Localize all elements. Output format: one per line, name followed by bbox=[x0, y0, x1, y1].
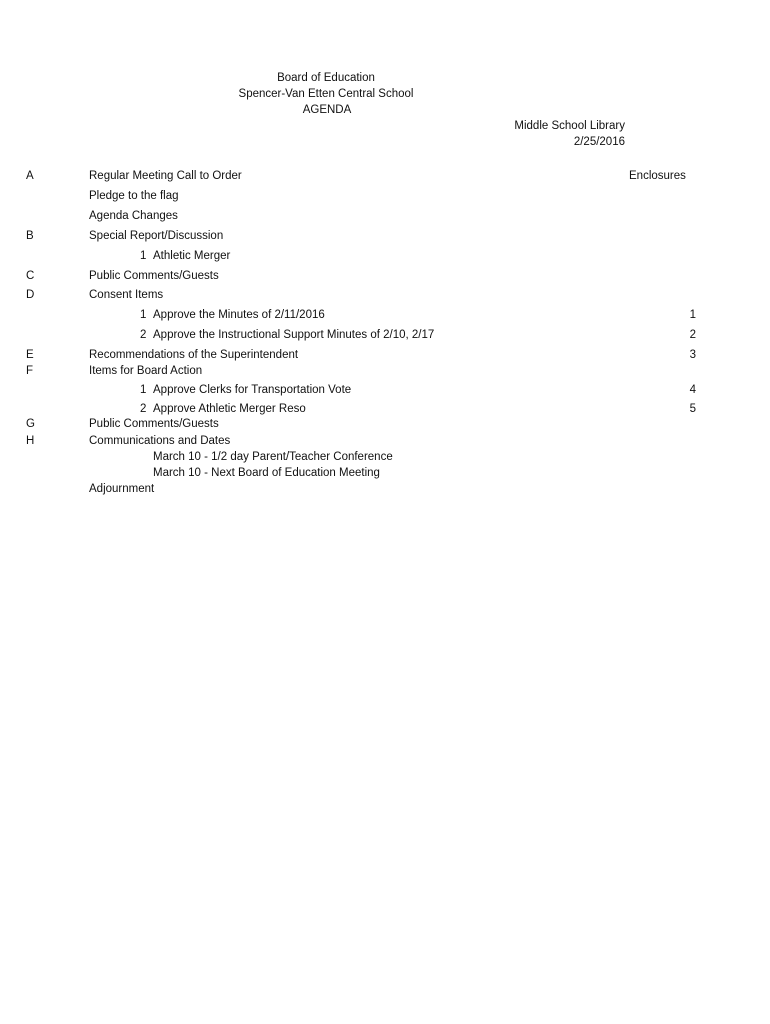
school-name: Spencer-Van Etten Central School bbox=[238, 88, 414, 100]
sub-item: Approve Athletic Merger Reso bbox=[153, 403, 306, 415]
sub-item-number: 1 bbox=[140, 250, 147, 262]
agenda-item: Items for Board Action bbox=[89, 365, 203, 377]
enclosure-number: 5 bbox=[689, 403, 696, 415]
meeting-location: Middle School Library bbox=[514, 120, 625, 132]
board-title: Board of Education bbox=[277, 72, 375, 84]
section-letter: D bbox=[26, 289, 35, 301]
adjournment: Adjournment bbox=[89, 483, 155, 495]
date-item: March 10 - Next Board of Education Meeting bbox=[153, 467, 380, 479]
sub-item-number: 1 bbox=[140, 309, 147, 321]
section-letter: B bbox=[26, 230, 34, 242]
agenda-item: Public Comments/Guests bbox=[89, 270, 219, 282]
agenda-item: Pledge to the flag bbox=[89, 190, 179, 202]
enclosure-number: 4 bbox=[689, 384, 696, 396]
enclosures-header: Enclosures bbox=[629, 170, 686, 182]
section-letter: H bbox=[26, 435, 35, 447]
enclosure-number: 3 bbox=[689, 349, 696, 361]
sub-item: Approve the Instructional Support Minutes of 2/10, 2/17 bbox=[153, 329, 435, 341]
agenda-item: Agenda Changes bbox=[89, 210, 178, 222]
section-letter: G bbox=[26, 418, 35, 430]
section-letter: A bbox=[26, 170, 34, 182]
agenda-item: Communications and Dates bbox=[89, 435, 231, 447]
sub-item: Approve Clerks for Transportation Vote bbox=[153, 384, 352, 396]
agenda-item: Recommendations of the Superintendent bbox=[89, 349, 299, 361]
sub-item-number: 1 bbox=[140, 384, 147, 396]
section-letter: E bbox=[26, 349, 34, 361]
section-letter: C bbox=[26, 270, 35, 282]
sub-item-number: 2 bbox=[140, 403, 147, 415]
date-item: March 10 - 1/2 day Parent/Teacher Conference bbox=[153, 451, 393, 463]
sub-item: Athletic Merger bbox=[153, 250, 231, 262]
section-letter: F bbox=[26, 365, 34, 377]
sub-item: Approve the Minutes of 2/11/2016 bbox=[153, 309, 325, 321]
document-type: AGENDA bbox=[302, 104, 352, 116]
meeting-date: 2/25/2016 bbox=[573, 136, 625, 148]
sub-item-number: 2 bbox=[140, 329, 147, 341]
agenda-item: Consent Items bbox=[89, 289, 164, 301]
agenda-item: Regular Meeting Call to Order bbox=[89, 170, 242, 182]
agenda-item: Public Comments/Guests bbox=[89, 418, 219, 430]
enclosure-number: 1 bbox=[689, 309, 696, 321]
enclosure-number: 2 bbox=[689, 329, 696, 341]
agenda-item: Special Report/Discussion bbox=[89, 230, 224, 242]
